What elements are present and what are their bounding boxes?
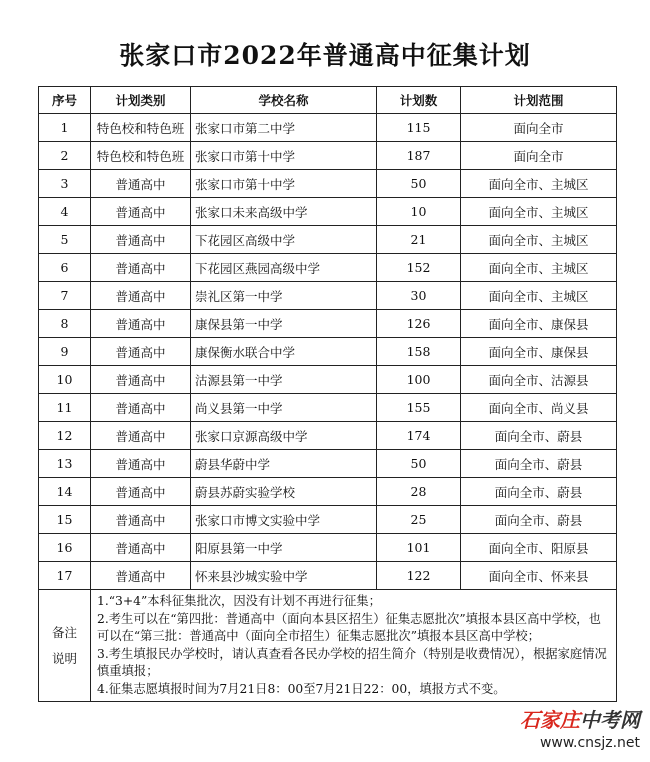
cell-count: 101 <box>377 534 461 562</box>
table-row <box>39 254 617 282</box>
cell-scope: 面向全市、蔚县 <box>461 422 617 450</box>
cell-category: 普通高中 <box>91 198 191 226</box>
table-row <box>39 142 617 170</box>
cell-category: 普通高中 <box>91 478 191 506</box>
header-school: 学校名称 <box>191 87 377 114</box>
cell-school: 蔚县苏蔚实验学校 <box>191 478 377 506</box>
cell-scope: 面向全市、主城区 <box>461 170 617 198</box>
cell-index: 3 <box>39 170 91 198</box>
cell-count: 187 <box>377 142 461 170</box>
cell-school: 下花园区高级中学 <box>191 226 377 254</box>
table-row <box>39 310 617 338</box>
table-row <box>39 338 617 366</box>
cell-school: 尚义县第一中学 <box>191 394 377 422</box>
cell-category: 普通高中 <box>91 310 191 338</box>
cell-scope: 面向全市、怀来县 <box>461 562 617 590</box>
cell-count: 50 <box>377 450 461 478</box>
cell-category: 普通高中 <box>91 282 191 310</box>
cell-index: 17 <box>39 562 91 590</box>
cell-category: 普通高中 <box>91 506 191 534</box>
cell-school: 下花园区燕园高级中学 <box>191 254 377 282</box>
cell-scope: 面向全市、沽源县 <box>461 366 617 394</box>
note-item: 4.征集志愿填报时间为7月21日8：00至7月21日22：00，填报方式不变。 <box>97 681 506 696</box>
notes-label <box>39 590 91 702</box>
cell-school: 康保衡水联合中学 <box>191 338 377 366</box>
cell-school: 张家口市第十中学 <box>191 142 377 170</box>
cell-scope: 面向全市、康保县 <box>461 338 617 366</box>
table-row <box>39 478 617 506</box>
cell-scope: 面向全市、主城区 <box>461 254 617 282</box>
cell-category: 普通高中 <box>91 338 191 366</box>
cell-index: 10 <box>39 366 91 394</box>
table-row <box>39 366 617 394</box>
cell-school: 崇礼区第一中学 <box>191 282 377 310</box>
cell-school: 阳原县第一中学 <box>191 534 377 562</box>
cell-index: 7 <box>39 282 91 310</box>
table-row <box>39 198 617 226</box>
cell-school: 张家口京源高级中学 <box>191 422 377 450</box>
cell-scope: 面向全市、阳原县 <box>461 534 617 562</box>
cell-count: 28 <box>377 478 461 506</box>
cell-school: 康保县第一中学 <box>191 310 377 338</box>
cell-count: 126 <box>377 310 461 338</box>
header-index: 序号 <box>39 87 91 114</box>
notes-body <box>91 590 617 702</box>
notes-label-line1: 备注 <box>51 624 77 640</box>
watermark-logo-dark: 中考网 <box>580 708 640 732</box>
cell-index: 13 <box>39 450 91 478</box>
cell-category: 普通高中 <box>91 394 191 422</box>
note-item: 3.考生填报民办学校时，请认真查看各民办学校的招生简介（特别是收费情况），根据家庭情况慎重填报； <box>97 646 607 678</box>
watermark-logo <box>520 704 640 733</box>
cell-count: 158 <box>377 338 461 366</box>
cell-category: 普通高中 <box>91 254 191 282</box>
cell-count: 152 <box>377 254 461 282</box>
cell-index: 8 <box>39 310 91 338</box>
header-scope: 计划范围 <box>461 87 617 114</box>
cell-school: 张家口未来高级中学 <box>191 198 377 226</box>
cell-scope: 面向全市、主城区 <box>461 282 617 310</box>
table-row <box>39 534 617 562</box>
watermark <box>520 704 640 751</box>
cell-index: 9 <box>39 338 91 366</box>
table-row <box>39 170 617 198</box>
plan-table <box>38 86 617 702</box>
notes-label-line2: 说明 <box>51 650 77 666</box>
cell-category: 特色校和特色班 <box>91 142 191 170</box>
cell-school: 怀来县沙城实验中学 <box>191 562 377 590</box>
cell-count: 30 <box>377 282 461 310</box>
header-count: 计划数 <box>377 87 461 114</box>
watermark-logo-red: 石家庄 <box>520 708 580 732</box>
cell-category: 特色校和特色班 <box>91 114 191 142</box>
table-row <box>39 114 617 142</box>
cell-index: 2 <box>39 142 91 170</box>
table-row <box>39 506 617 534</box>
cell-count: 155 <box>377 394 461 422</box>
cell-index: 5 <box>39 226 91 254</box>
cell-category: 普通高中 <box>91 226 191 254</box>
cell-category: 普通高中 <box>91 450 191 478</box>
cell-index: 1 <box>39 114 91 142</box>
page-title: 张家口市2022年普通高中征集计划 <box>119 41 531 70</box>
cell-scope: 面向全市、康保县 <box>461 310 617 338</box>
cell-school: 张家口市博文实验中学 <box>191 506 377 534</box>
cell-index: 11 <box>39 394 91 422</box>
table-row <box>39 394 617 422</box>
cell-school: 蔚县华蔚中学 <box>191 450 377 478</box>
cell-school: 张家口市第十中学 <box>191 170 377 198</box>
cell-count: 10 <box>377 198 461 226</box>
cell-count: 21 <box>377 226 461 254</box>
cell-count: 122 <box>377 562 461 590</box>
cell-category: 普通高中 <box>91 366 191 394</box>
cell-count: 174 <box>377 422 461 450</box>
table-row <box>39 422 617 450</box>
table-row <box>39 450 617 478</box>
table-row <box>39 282 617 310</box>
table-row <box>39 562 617 590</box>
cell-scope: 面向全市、蔚县 <box>461 506 617 534</box>
notes-row <box>39 590 617 702</box>
cell-school: 沽源县第一中学 <box>191 366 377 394</box>
cell-scope: 面向全市、蔚县 <box>461 478 617 506</box>
note-item: 2.考生可以在“第四批：普通高中（面向本县区招生）征集志愿批次”填报本县区高中学校，也可以在“第三批：普通高中（面向全市招生）征集志愿批次”填报本县区高中学校； <box>97 611 601 643</box>
cell-category: 普通高中 <box>91 534 191 562</box>
cell-scope: 面向全市 <box>461 114 617 142</box>
cell-scope: 面向全市、蔚县 <box>461 450 617 478</box>
cell-index: 16 <box>39 534 91 562</box>
cell-category: 普通高中 <box>91 170 191 198</box>
watermark-url: www.cnsjz.net <box>539 735 640 751</box>
cell-category: 普通高中 <box>91 562 191 590</box>
note-item: 1.“3+4”本科征集批次，因没有计划不再进行征集； <box>97 594 381 608</box>
cell-scope: 面向全市、尚义县 <box>461 394 617 422</box>
cell-index: 15 <box>39 506 91 534</box>
cell-count: 100 <box>377 366 461 394</box>
header-category: 计划类别 <box>91 87 191 114</box>
cell-scope: 面向全市 <box>461 142 617 170</box>
cell-count: 25 <box>377 506 461 534</box>
cell-index: 6 <box>39 254 91 282</box>
cell-count: 115 <box>377 114 461 142</box>
cell-index: 4 <box>39 198 91 226</box>
cell-school: 张家口市第二中学 <box>191 114 377 142</box>
cell-scope: 面向全市、主城区 <box>461 198 617 226</box>
cell-count: 50 <box>377 170 461 198</box>
cell-index: 14 <box>39 478 91 506</box>
cell-scope: 面向全市、主城区 <box>461 226 617 254</box>
table-row <box>39 226 617 254</box>
table-header-row <box>39 87 617 114</box>
cell-category: 普通高中 <box>91 422 191 450</box>
cell-index: 12 <box>39 422 91 450</box>
